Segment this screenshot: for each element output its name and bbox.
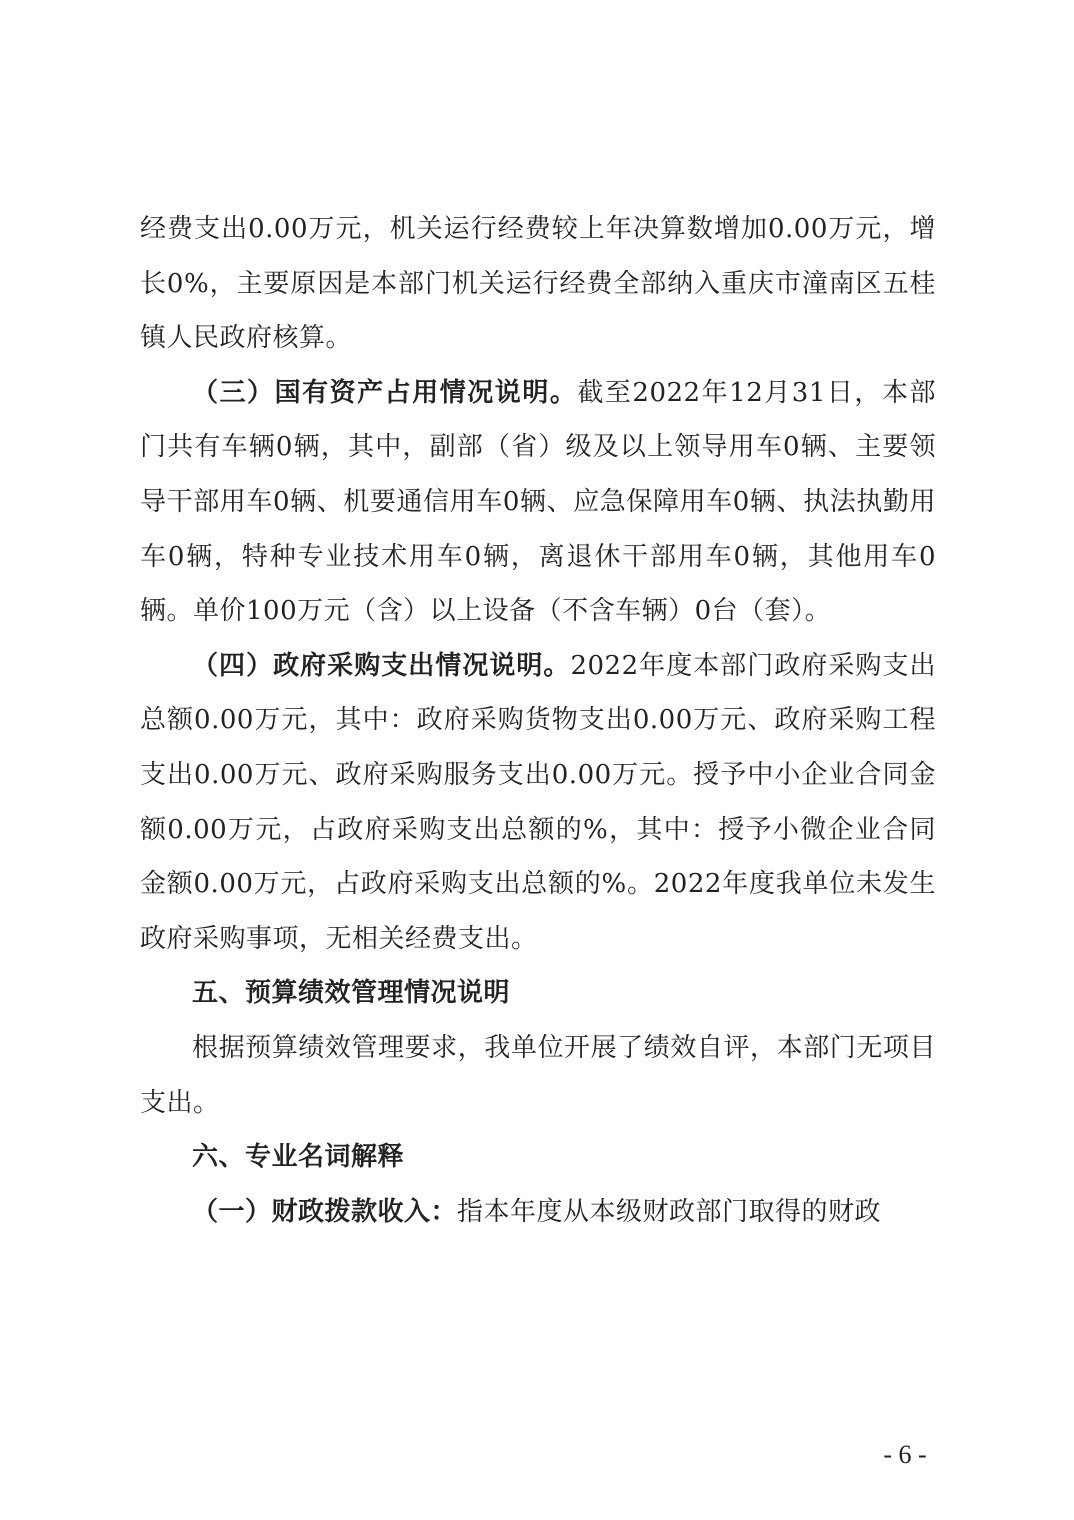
paragraph-lead: （三）国有资产占用情况说明。 xyxy=(192,377,578,408)
paragraph-performance xyxy=(140,1021,936,1130)
page-number: - 6 - xyxy=(883,1440,927,1469)
paragraph-text: 2022年度本部门政府采购支出总额0.00万元，其中：政府采购货物支出0.00万元、政府采购工程支出0.00万元、政府采购服务支出0.00万元。授予中小企业合同金额0.00万元，占政府采购支出总额的%，其中：授予小微企业合同金额0.00万元，占政府采购支出总额的%。2022年度我单位未发生政府采购事项，无相关经费支出。 xyxy=(140,650,936,954)
paragraph-lead: （四）政府采购支出情况说明。 xyxy=(192,650,571,681)
paragraph-state-assets xyxy=(140,366,936,639)
paragraph-lead: （一）财政拨款收入： xyxy=(192,1196,458,1227)
section-heading-performance: 五、预算绩效管理情况说明 xyxy=(192,978,511,1009)
paragraph-text: 截至2022年12月31日，本部门共有车辆0辆，其中，副部（省）级及以上领导用车0辆、主要领导干部用车0辆、机要通信用车0辆、应急保障用车0辆、执法执勤用车0辆，特种专业技术用车0辆，离退休干部用车0辆，其他用车0辆。单价100万元（含）以上设备（不含车辆）0台（套）。 xyxy=(140,377,936,627)
paragraph-procurement xyxy=(140,639,936,967)
paragraph-continuation xyxy=(140,202,936,366)
paragraph-text: 根据预算绩效管理要求，我单位开展了绩效自评，本部门无项目支出。 xyxy=(140,1032,936,1118)
document-body xyxy=(140,202,936,1239)
paragraph-glossary-item xyxy=(140,1185,936,1240)
section-heading-glossary: 六、专业名词解释 xyxy=(192,1142,405,1173)
paragraph-text: 指本年度从本级财政部门取得的财政 xyxy=(457,1196,882,1227)
paragraph-text: 经费支出0.00万元，机关运行经费较上年决算数增加0.00万元，增长0%，主要原因是本部门机关运行经费全部纳入重庆市潼南区五桂镇人民政府核算。 xyxy=(140,214,936,354)
